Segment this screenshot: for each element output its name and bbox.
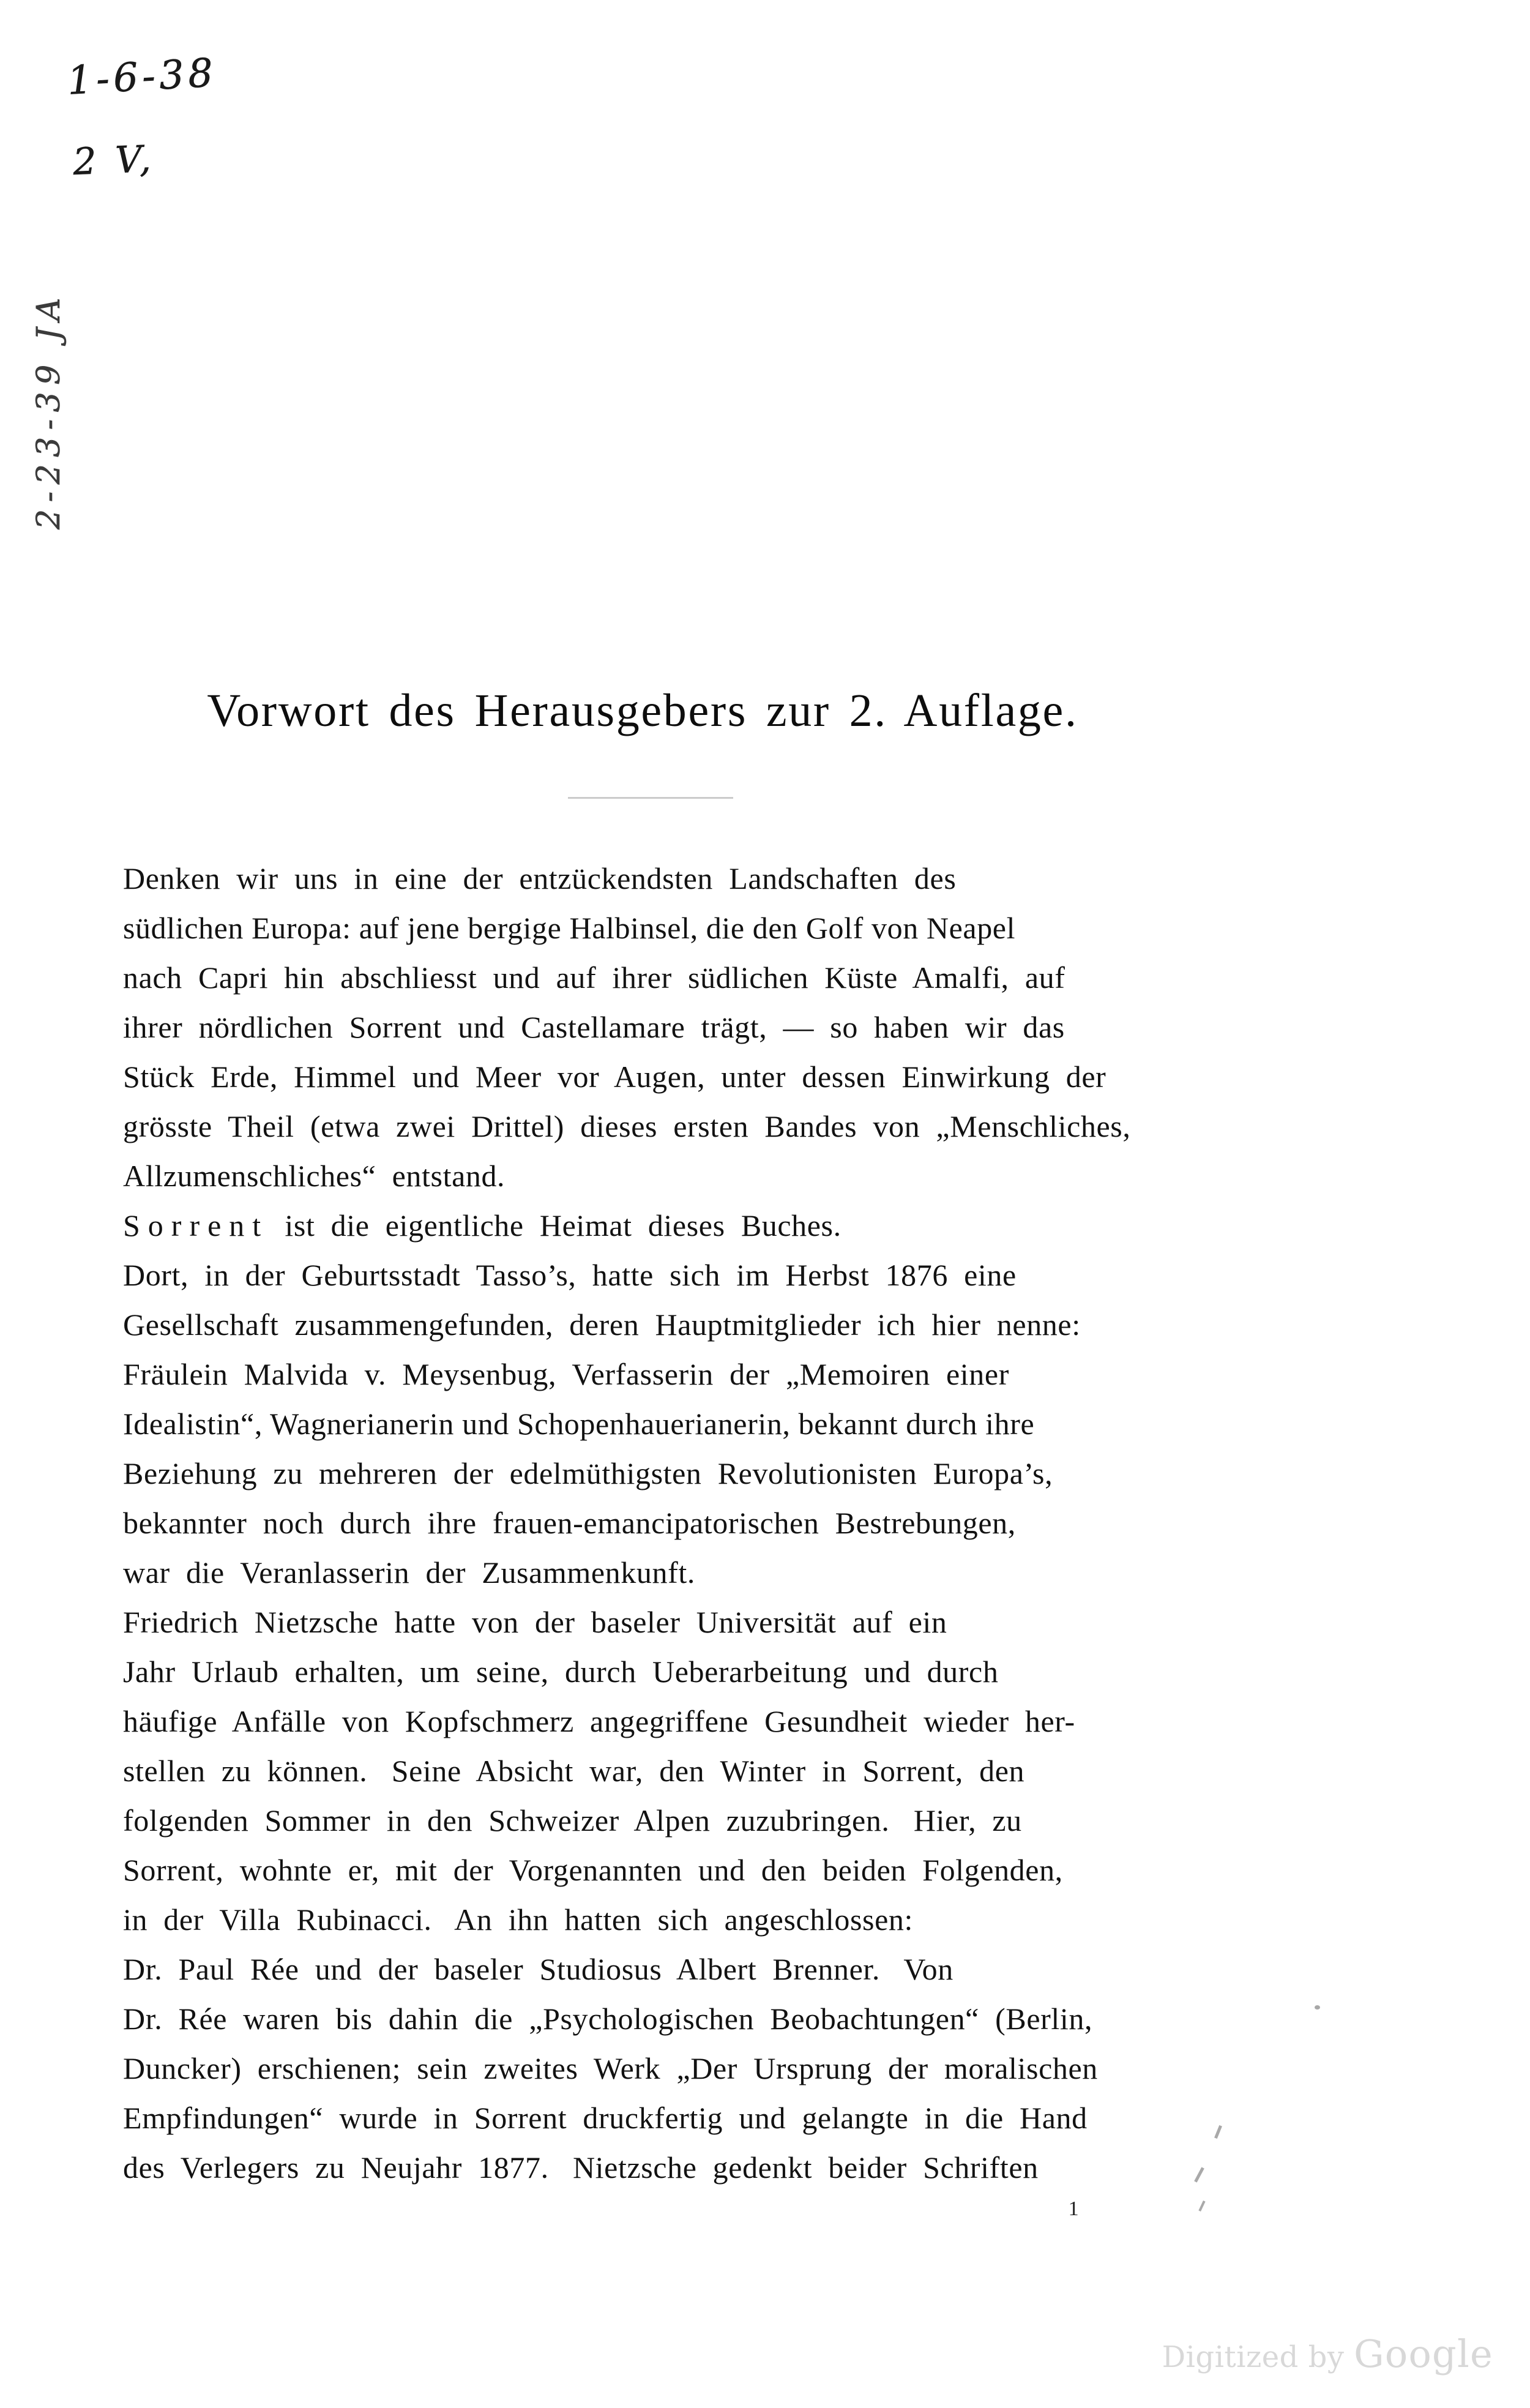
text-line: Dr. Rée waren bis dahin die „Psychologischen Beobachtungen“ (Berlin,: [123, 2002, 1093, 2036]
paragraph-3: [83, 1251, 1220, 1350]
paragraph-1: [83, 854, 1220, 1201]
paragraph-1-lines: [83, 854, 1220, 1201]
text-line: Dort, in der Geburtsstadt Tasso’s, hatte sich im Herbst 1876 eine: [123, 1258, 1017, 1292]
page-number: 1: [1068, 2197, 1080, 2220]
text-line-emphasis-sorrent: [83, 1201, 1220, 1251]
paragraph-4-lines: [83, 1350, 1220, 1598]
text-line: Sorrent, wohnte er, mit der Vorgenannten und den beiden Folgenden,: [123, 1853, 1063, 1887]
text-line: Gesellschaft zusammengefunden, deren Hauptmitglieder ich hier nenne:: [123, 1307, 1081, 1342]
text-line: des Verlegers zu Neujahr 1877. Nietzsche gedenkt beider Schriften: [123, 2150, 1039, 2185]
text-line: Allzumenschliches“ entstand.: [123, 1159, 506, 1193]
text-line: Idealistin“, Wagnerianerin und Schopenhauerianerin, bekannt durch ihre: [123, 1407, 1035, 1441]
handwritten-left-margin-annotation: 2-23-39 JA: [31, 291, 67, 529]
text-line: grösste Theil (etwa zwei Drittel) dieses ersten Bandes von „Menschliches,: [123, 1109, 1131, 1143]
text-line: südlichen Europa: auf jene bergige Halbinsel, die den Golf von Neapel: [123, 911, 1016, 945]
text-line: folgenden Sommer in den Schweizer Alpen zuzubringen. Hier, zu: [123, 1803, 1022, 1838]
text-line: war die Veranlasserin der Zusammenkunft.: [123, 1555, 695, 1590]
text-line: stellen zu können. Seine Absicht war, den Winter in Sorrent, den: [123, 1754, 1025, 1788]
scan-speck: [1315, 2005, 1320, 2010]
paragraph-6: [83, 1945, 1220, 2193]
text-line: Dr. Paul Rée und der baseler Studiosus Albert Brenner. Von: [123, 1952, 953, 1986]
paragraph-4: [83, 1350, 1220, 1598]
paragraph-6-lines: [83, 1945, 1220, 2193]
text-line: Fräulein Malvida v. Meysenbug, Verfasserin der „Memoiren einer: [123, 1357, 1009, 1391]
paragraph-5-lines: [83, 1598, 1220, 1945]
text-line: Empfindungen“ wurde in Sorrent druckfertig und gelangte in die Hand: [123, 2101, 1088, 2135]
handwritten-volume-annotation: 2 V,: [72, 137, 155, 184]
body-text-block: [83, 854, 1220, 2193]
text-line-remainder: ist die eigentliche Heimat dieses Buches.: [269, 1208, 842, 1243]
text-line: Duncker) erschienen; sein zweites Werk „Der Ursprung der moralischen: [123, 2051, 1098, 2085]
text-line: Denken wir uns in eine der entzückendsten Landschaften des: [123, 861, 957, 896]
paragraph-2-lines: [83, 1201, 1220, 1251]
text-line: in der Villa Rubinacci. An ihn hatten sich angeschlossen:: [123, 1902, 913, 1937]
text-line: nach Capri hin abschliesst und auf ihrer südlichen Küste Amalfi, auf: [123, 960, 1065, 995]
text-line: Stück Erde, Himmel und Meer vor Augen, unter dessen Einwirkung der: [123, 1060, 1106, 1094]
text-line: Jahr Urlaub erhalten, um seine, durch Ueberarbeitung und durch: [123, 1655, 999, 1689]
text-line: häufige Anfälle von Kopfschmerz angegriffene Gesundheit wieder her-: [123, 1704, 1075, 1738]
text-line: ihrer nördlichen Sorrent und Castellamare trägt, — so haben wir das: [123, 1010, 1065, 1044]
page-title: Vorwort des Herausgebers zur 2. Auflage.: [207, 685, 1078, 736]
text-line: Beziehung zu mehreren der edelmüthigsten Revolutionisten Europa’s,: [123, 1456, 1053, 1490]
text-line: bekannter noch durch ihre frauen-emancipatorischen Bestrebungen,: [123, 1506, 1016, 1540]
digitized-by-google-watermark: [1162, 2331, 1493, 2376]
text-line: Friedrich Nietzsche hatte von der baseler Universität auf ein: [123, 1605, 947, 1639]
watermark-brand: Google: [1354, 2331, 1493, 2376]
watermark-prefix: Digitized by: [1162, 2340, 1354, 2374]
handwritten-date-annotation: 1-6-38: [66, 50, 218, 104]
paragraph-5: [83, 1598, 1220, 1945]
emphasized-word-sorrent: Sorrent: [123, 1208, 269, 1243]
paragraph-2: [83, 1201, 1220, 1251]
title-decorative-rule: [568, 797, 733, 799]
paragraph-3-lines: [83, 1251, 1220, 1350]
